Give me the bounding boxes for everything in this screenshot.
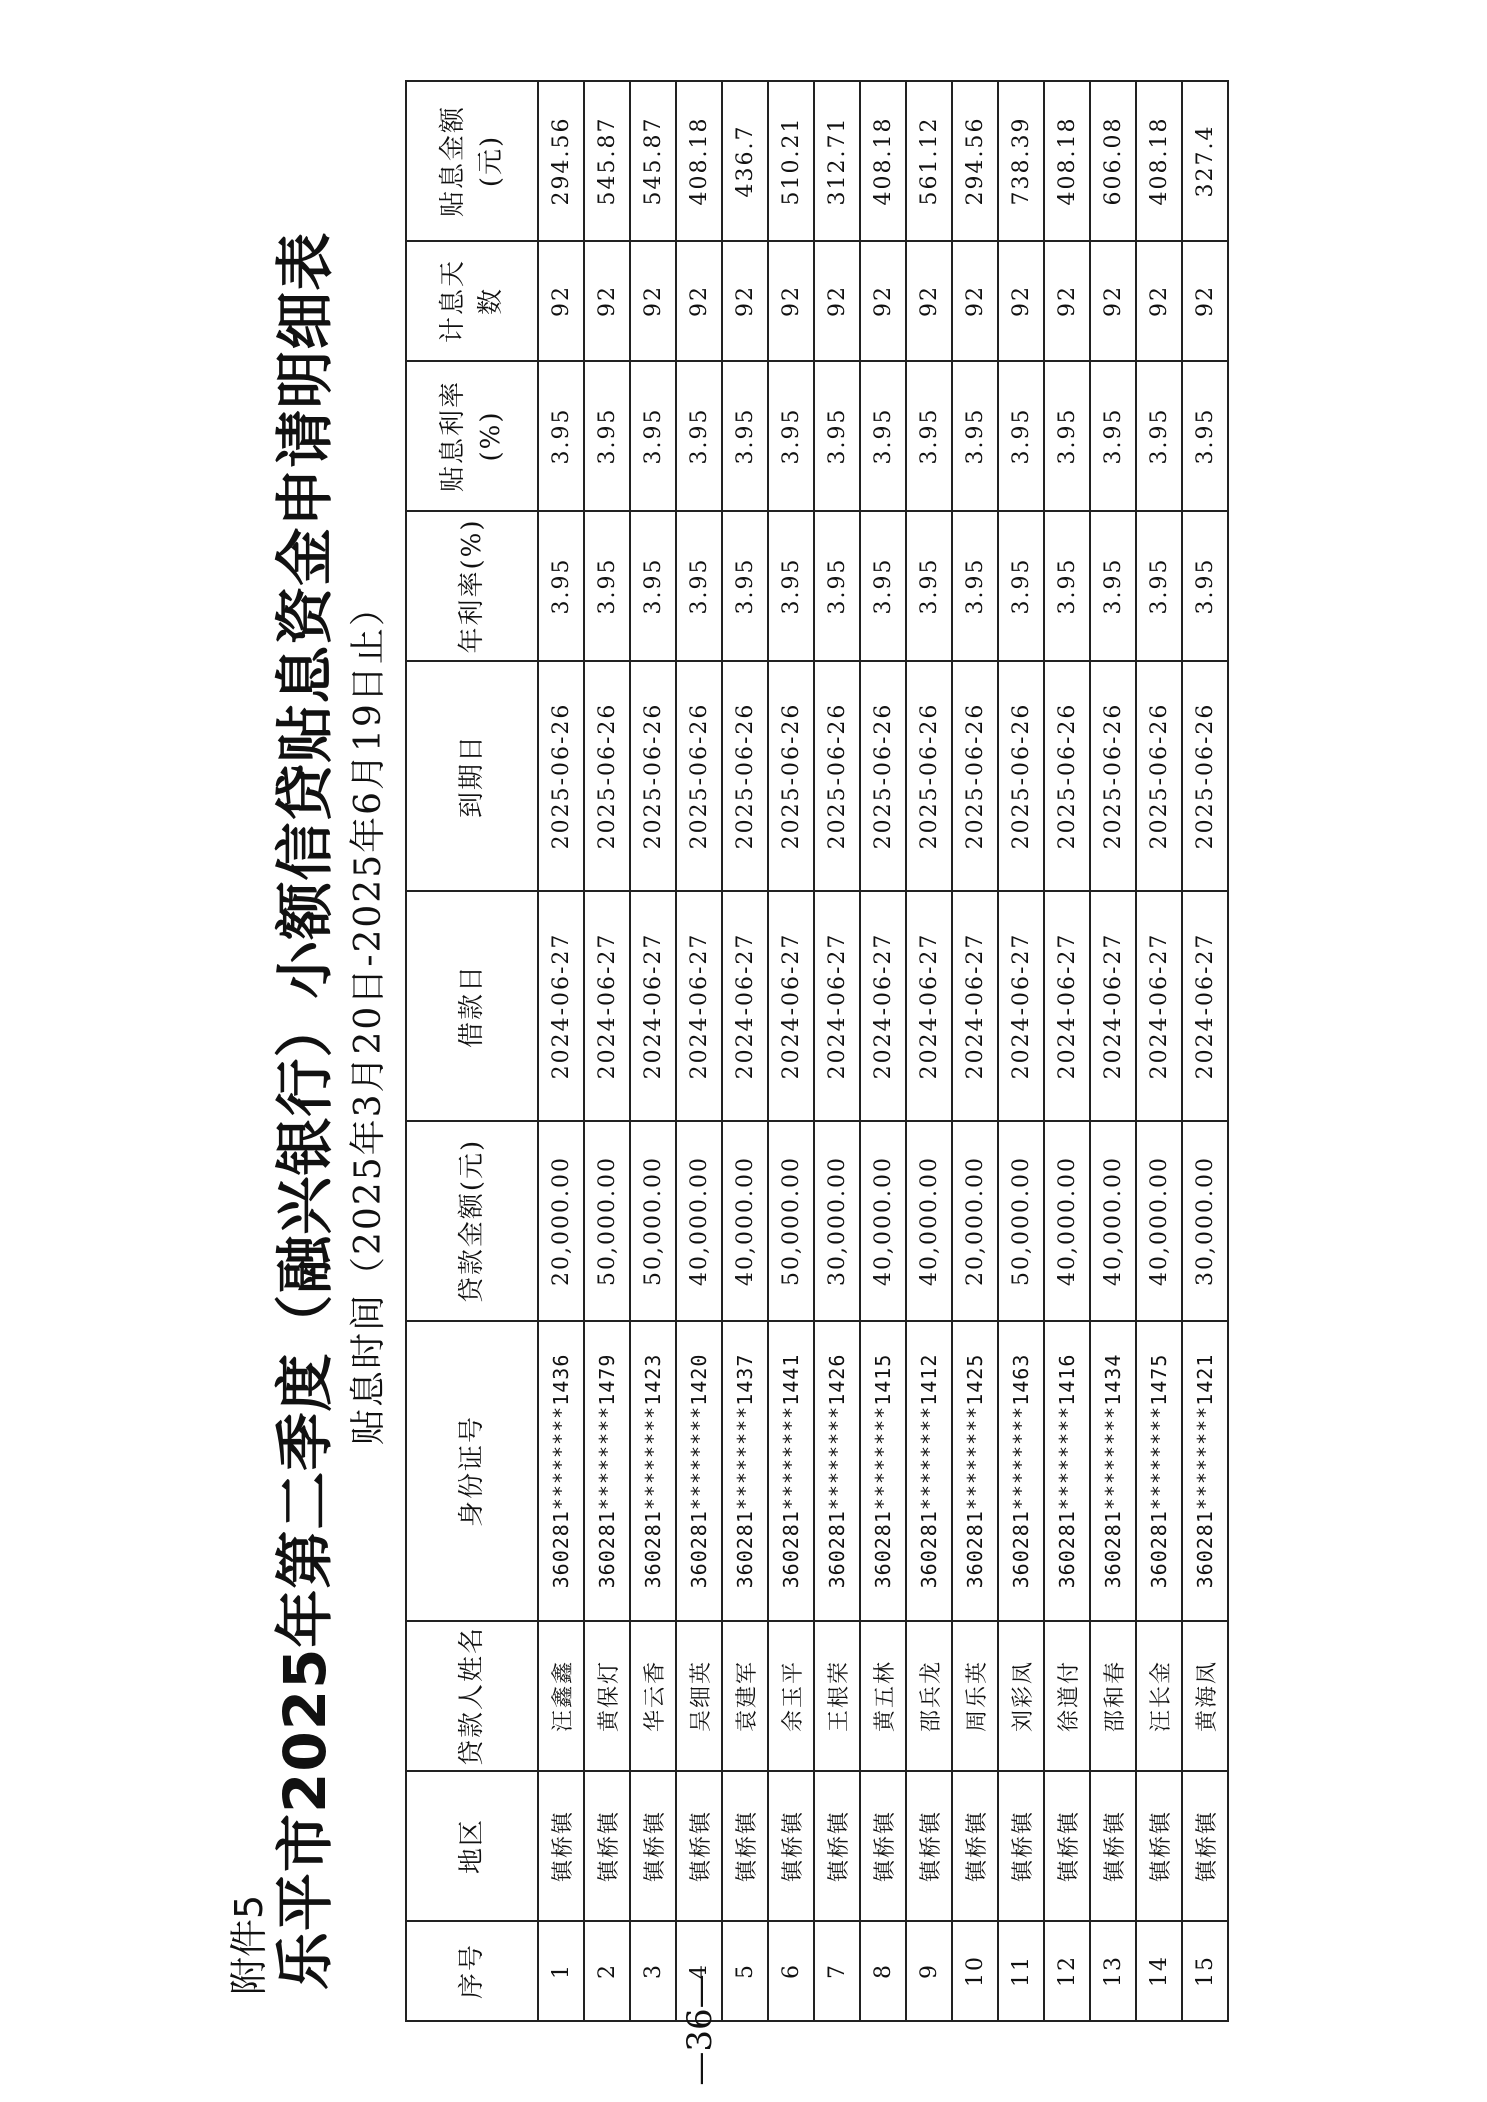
cell-col-subsidy-amount: 408.18 bbox=[1044, 81, 1090, 241]
cell-col-subsidy-rate: 3.95 bbox=[1090, 361, 1136, 511]
cell-col-seq: 15 bbox=[1182, 1921, 1228, 2021]
cell-col-annual-rate: 3.95 bbox=[998, 511, 1044, 661]
cell-col-subsidy-rate: 3.95 bbox=[1136, 361, 1182, 511]
header-col-region: 地区 bbox=[406, 1771, 538, 1921]
cell-col-seq: 8 bbox=[860, 1921, 906, 2021]
cell-col-loan-date: 2024-06-27 bbox=[630, 891, 676, 1121]
cell-col-borrower: 袁建军 bbox=[722, 1621, 768, 1771]
cell-col-subsidy-rate: 3.95 bbox=[722, 361, 768, 511]
cell-col-days: 92 bbox=[676, 241, 722, 361]
cell-col-subsidy-amount: 294.56 bbox=[952, 81, 998, 241]
cell-col-annual-rate: 3.95 bbox=[584, 511, 630, 661]
cell-col-id-number: 360281********1426 bbox=[814, 1321, 860, 1621]
cell-col-days: 92 bbox=[1136, 241, 1182, 361]
cell-col-loan-date: 2024-06-27 bbox=[1044, 891, 1090, 1121]
table-row bbox=[630, 81, 676, 2021]
cell-col-due-date: 2025-06-26 bbox=[1182, 661, 1228, 891]
cell-col-loan-date: 2024-06-27 bbox=[1182, 891, 1228, 1121]
cell-col-borrower: 余玉平 bbox=[768, 1621, 814, 1771]
cell-col-id-number: 360281********1423 bbox=[630, 1321, 676, 1621]
cell-col-subsidy-rate: 3.95 bbox=[952, 361, 998, 511]
header-col-loan-amount: 贷款金额(元) bbox=[406, 1121, 538, 1321]
cell-col-borrower: 黄保灯 bbox=[584, 1621, 630, 1771]
cell-col-days: 92 bbox=[722, 241, 768, 361]
cell-col-subsidy-amount: 561.12 bbox=[906, 81, 952, 241]
page-number: —36— bbox=[680, 1974, 720, 2086]
cell-col-annual-rate: 3.95 bbox=[722, 511, 768, 661]
cell-col-annual-rate: 3.95 bbox=[952, 511, 998, 661]
header-col-annual-rate: 年利率(%) bbox=[406, 511, 538, 661]
cell-col-days: 92 bbox=[860, 241, 906, 361]
cell-col-seq: 3 bbox=[630, 1921, 676, 2021]
table-row bbox=[1044, 81, 1090, 2021]
cell-col-due-date: 2025-06-26 bbox=[1090, 661, 1136, 891]
cell-col-id-number: 360281********1416 bbox=[1044, 1321, 1090, 1621]
table-row bbox=[906, 81, 952, 2021]
cell-col-subsidy-amount: 436.7 bbox=[722, 81, 768, 241]
cell-col-annual-rate: 3.95 bbox=[1182, 511, 1228, 661]
cell-col-loan-date: 2024-06-27 bbox=[998, 891, 1044, 1121]
cell-col-annual-rate: 3.95 bbox=[1136, 511, 1182, 661]
cell-col-region: 镇桥镇 bbox=[1044, 1771, 1090, 1921]
cell-col-subsidy-amount: 408.18 bbox=[860, 81, 906, 241]
cell-col-due-date: 2025-06-26 bbox=[1136, 661, 1182, 891]
cell-col-id-number: 360281********1420 bbox=[676, 1321, 722, 1621]
cell-col-borrower: 徐道付 bbox=[1044, 1621, 1090, 1771]
cell-col-loan-date: 2024-06-27 bbox=[676, 891, 722, 1121]
cell-col-borrower: 吴细英 bbox=[676, 1621, 722, 1771]
cell-col-loan-amount: 30,000.00 bbox=[814, 1121, 860, 1321]
cell-col-subsidy-amount: 294.56 bbox=[538, 81, 584, 241]
cell-col-loan-date: 2024-06-27 bbox=[768, 891, 814, 1121]
cell-col-subsidy-rate: 3.95 bbox=[768, 361, 814, 511]
cell-col-loan-amount: 50,000.00 bbox=[630, 1121, 676, 1321]
cell-col-id-number: 360281********1415 bbox=[860, 1321, 906, 1621]
cell-col-region: 镇桥镇 bbox=[998, 1771, 1044, 1921]
cell-col-seq: 5 bbox=[722, 1921, 768, 2021]
cell-col-loan-date: 2024-06-27 bbox=[538, 891, 584, 1121]
cell-col-subsidy-amount: 408.18 bbox=[676, 81, 722, 241]
cell-col-borrower: 邵和春 bbox=[1090, 1621, 1136, 1771]
table-row bbox=[998, 81, 1044, 2021]
cell-col-loan-amount: 40,000.00 bbox=[1136, 1121, 1182, 1321]
cell-col-loan-amount: 40,000.00 bbox=[1090, 1121, 1136, 1321]
cell-col-subsidy-amount: 545.87 bbox=[630, 81, 676, 241]
cell-col-subsidy-amount: 312.71 bbox=[814, 81, 860, 241]
cell-col-seq: 2 bbox=[584, 1921, 630, 2021]
cell-col-region: 镇桥镇 bbox=[538, 1771, 584, 1921]
cell-col-subsidy-rate: 3.95 bbox=[860, 361, 906, 511]
cell-col-annual-rate: 3.95 bbox=[630, 511, 676, 661]
cell-col-id-number: 360281********1437 bbox=[722, 1321, 768, 1621]
cell-col-due-date: 2025-06-26 bbox=[584, 661, 630, 891]
cell-col-loan-amount: 30,000.00 bbox=[1182, 1121, 1228, 1321]
cell-col-days: 92 bbox=[630, 241, 676, 361]
cell-col-subsidy-rate: 3.95 bbox=[1044, 361, 1090, 511]
cell-col-loan-date: 2024-06-27 bbox=[860, 891, 906, 1121]
cell-col-days: 92 bbox=[814, 241, 860, 361]
cell-col-annual-rate: 3.95 bbox=[768, 511, 814, 661]
cell-col-subsidy-rate: 3.95 bbox=[584, 361, 630, 511]
cell-col-subsidy-rate: 3.95 bbox=[538, 361, 584, 511]
cell-col-loan-amount: 20,000.00 bbox=[952, 1121, 998, 1321]
table-row bbox=[860, 81, 906, 2021]
cell-col-subsidy-rate: 3.95 bbox=[906, 361, 952, 511]
document-subtitle: 贴息时间（2025年3月20日-2025年6月19日止） bbox=[348, 588, 389, 1445]
cell-col-loan-amount: 40,000.00 bbox=[1044, 1121, 1090, 1321]
cell-col-id-number: 360281********1434 bbox=[1090, 1321, 1136, 1621]
cell-col-annual-rate: 3.95 bbox=[1044, 511, 1090, 661]
cell-col-annual-rate: 3.95 bbox=[860, 511, 906, 661]
cell-col-id-number: 360281********1441 bbox=[768, 1321, 814, 1621]
cell-col-region: 镇桥镇 bbox=[1182, 1771, 1228, 1921]
table-row bbox=[538, 81, 584, 2021]
cell-col-loan-date: 2024-06-27 bbox=[1136, 891, 1182, 1121]
header-col-borrower: 贷款人姓名 bbox=[406, 1621, 538, 1771]
cell-col-loan-date: 2024-06-27 bbox=[952, 891, 998, 1121]
cell-col-due-date: 2025-06-26 bbox=[538, 661, 584, 891]
cell-col-loan-amount: 50,000.00 bbox=[998, 1121, 1044, 1321]
cell-col-region: 镇桥镇 bbox=[860, 1771, 906, 1921]
cell-col-days: 92 bbox=[538, 241, 584, 361]
cell-col-subsidy-rate: 3.95 bbox=[998, 361, 1044, 511]
document-title: 乐平市2025年第二季度（融兴银行）小额信贷贴息资金申请明细表 bbox=[271, 231, 339, 1990]
cell-col-days: 92 bbox=[1182, 241, 1228, 361]
cell-col-annual-rate: 3.95 bbox=[676, 511, 722, 661]
table-header-row bbox=[406, 81, 538, 2021]
cell-col-borrower: 黄五林 bbox=[860, 1621, 906, 1771]
cell-col-due-date: 2025-06-26 bbox=[860, 661, 906, 891]
cell-col-loan-amount: 40,000.00 bbox=[906, 1121, 952, 1321]
cell-col-loan-date: 2024-06-27 bbox=[906, 891, 952, 1121]
cell-col-due-date: 2025-06-26 bbox=[952, 661, 998, 891]
cell-col-region: 镇桥镇 bbox=[676, 1771, 722, 1921]
cell-col-loan-date: 2024-06-27 bbox=[584, 891, 630, 1121]
cell-col-loan-amount: 40,000.00 bbox=[722, 1121, 768, 1321]
cell-col-loan-amount: 50,000.00 bbox=[768, 1121, 814, 1321]
cell-col-borrower: 周乐英 bbox=[952, 1621, 998, 1771]
cell-col-loan-date: 2024-06-27 bbox=[1090, 891, 1136, 1121]
cell-col-seq: 6 bbox=[768, 1921, 814, 2021]
cell-col-borrower: 王根荣 bbox=[814, 1621, 860, 1771]
rotated-document bbox=[225, 75, 1487, 2035]
cell-col-days: 92 bbox=[768, 241, 814, 361]
cell-col-due-date: 2025-06-26 bbox=[722, 661, 768, 891]
cell-col-loan-amount: 20,000.00 bbox=[538, 1121, 584, 1321]
cell-col-seq: 14 bbox=[1136, 1921, 1182, 2021]
cell-col-seq: 7 bbox=[814, 1921, 860, 2021]
cell-col-loan-date: 2024-06-27 bbox=[722, 891, 768, 1121]
cell-col-borrower: 华云香 bbox=[630, 1621, 676, 1771]
cell-col-subsidy-amount: 327.4 bbox=[1182, 81, 1228, 241]
cell-col-subsidy-rate: 3.95 bbox=[630, 361, 676, 511]
cell-col-subsidy-amount: 606.08 bbox=[1090, 81, 1136, 241]
cell-col-loan-date: 2024-06-27 bbox=[814, 891, 860, 1121]
cell-col-due-date: 2025-06-26 bbox=[768, 661, 814, 891]
cell-col-due-date: 2025-06-26 bbox=[676, 661, 722, 891]
cell-col-borrower: 刘彩凤 bbox=[998, 1621, 1044, 1771]
table-body bbox=[538, 81, 1228, 2021]
cell-col-loan-amount: 40,000.00 bbox=[860, 1121, 906, 1321]
header-col-id-number: 身份证号 bbox=[406, 1321, 538, 1621]
table-row bbox=[722, 81, 768, 2021]
table-row bbox=[584, 81, 630, 2021]
cell-col-borrower: 汪长金 bbox=[1136, 1621, 1182, 1771]
cell-col-seq: 13 bbox=[1090, 1921, 1136, 2021]
cell-col-annual-rate: 3.95 bbox=[538, 511, 584, 661]
header-col-subsidy-amount: 贴息金额(元) bbox=[406, 81, 538, 241]
cell-col-borrower: 邵兵龙 bbox=[906, 1621, 952, 1771]
cell-col-subsidy-amount: 738.39 bbox=[998, 81, 1044, 241]
cell-col-region: 镇桥镇 bbox=[906, 1771, 952, 1921]
cell-col-id-number: 360281********1475 bbox=[1136, 1321, 1182, 1621]
cell-col-subsidy-rate: 3.95 bbox=[814, 361, 860, 511]
cell-col-subsidy-rate: 3.95 bbox=[676, 361, 722, 511]
header-col-subsidy-rate: 贴息利率(%) bbox=[406, 361, 538, 511]
cell-col-seq: 1 bbox=[538, 1921, 584, 2021]
cell-col-region: 镇桥镇 bbox=[814, 1771, 860, 1921]
cell-col-days: 92 bbox=[906, 241, 952, 361]
cell-col-borrower: 汪鑫鑫 bbox=[538, 1621, 584, 1771]
table-row bbox=[1182, 81, 1228, 2021]
cell-col-seq: 4 bbox=[676, 1921, 722, 2021]
cell-col-subsidy-amount: 545.87 bbox=[584, 81, 630, 241]
table-row bbox=[1090, 81, 1136, 2021]
cell-col-region: 镇桥镇 bbox=[1136, 1771, 1182, 1921]
cell-col-region: 镇桥镇 bbox=[722, 1771, 768, 1921]
cell-col-days: 92 bbox=[998, 241, 1044, 361]
cell-col-due-date: 2025-06-26 bbox=[630, 661, 676, 891]
cell-col-loan-amount: 50,000.00 bbox=[584, 1121, 630, 1321]
cell-col-annual-rate: 3.95 bbox=[1090, 511, 1136, 661]
cell-col-days: 92 bbox=[952, 241, 998, 361]
cell-col-id-number: 360281********1425 bbox=[952, 1321, 998, 1621]
cell-col-id-number: 360281********1479 bbox=[584, 1321, 630, 1621]
cell-col-due-date: 2025-06-26 bbox=[906, 661, 952, 891]
table-row bbox=[952, 81, 998, 2021]
header-col-due-date: 到期日 bbox=[406, 661, 538, 891]
cell-col-due-date: 2025-06-26 bbox=[1044, 661, 1090, 891]
cell-col-subsidy-amount: 510.21 bbox=[768, 81, 814, 241]
cell-col-annual-rate: 3.95 bbox=[814, 511, 860, 661]
cell-col-subsidy-amount: 408.18 bbox=[1136, 81, 1182, 241]
cell-col-region: 镇桥镇 bbox=[630, 1771, 676, 1921]
cell-col-seq: 9 bbox=[906, 1921, 952, 2021]
cell-col-id-number: 360281********1463 bbox=[998, 1321, 1044, 1621]
subsidy-table bbox=[405, 80, 1229, 2022]
cell-col-region: 镇桥镇 bbox=[1090, 1771, 1136, 1921]
table-row bbox=[814, 81, 860, 2021]
header-col-loan-date: 借款日 bbox=[406, 891, 538, 1121]
cell-col-id-number: 360281********1436 bbox=[538, 1321, 584, 1621]
cell-col-days: 92 bbox=[1044, 241, 1090, 361]
cell-col-due-date: 2025-06-26 bbox=[998, 661, 1044, 891]
cell-col-seq: 12 bbox=[1044, 1921, 1090, 2021]
header-col-seq: 序号 bbox=[406, 1921, 538, 2021]
cell-col-loan-amount: 40,000.00 bbox=[676, 1121, 722, 1321]
table-row bbox=[676, 81, 722, 2021]
cell-col-subsidy-rate: 3.95 bbox=[1182, 361, 1228, 511]
header-col-days: 计息天数 bbox=[406, 241, 538, 361]
cell-col-region: 镇桥镇 bbox=[952, 1771, 998, 1921]
cell-col-region: 镇桥镇 bbox=[584, 1771, 630, 1921]
cell-col-borrower: 黄海凤 bbox=[1182, 1621, 1228, 1771]
cell-col-seq: 10 bbox=[952, 1921, 998, 2021]
table-row bbox=[768, 81, 814, 2021]
cell-col-days: 92 bbox=[1090, 241, 1136, 361]
table-row bbox=[1136, 81, 1182, 2021]
cell-col-days: 92 bbox=[584, 241, 630, 361]
cell-col-id-number: 360281********1412 bbox=[906, 1321, 952, 1621]
cell-col-region: 镇桥镇 bbox=[768, 1771, 814, 1921]
cell-col-seq: 11 bbox=[998, 1921, 1044, 2021]
cell-col-id-number: 360281********1421 bbox=[1182, 1321, 1228, 1621]
cell-col-annual-rate: 3.95 bbox=[906, 511, 952, 661]
cell-col-due-date: 2025-06-26 bbox=[814, 661, 860, 891]
attachment-label: 附件5 bbox=[227, 1894, 271, 1995]
